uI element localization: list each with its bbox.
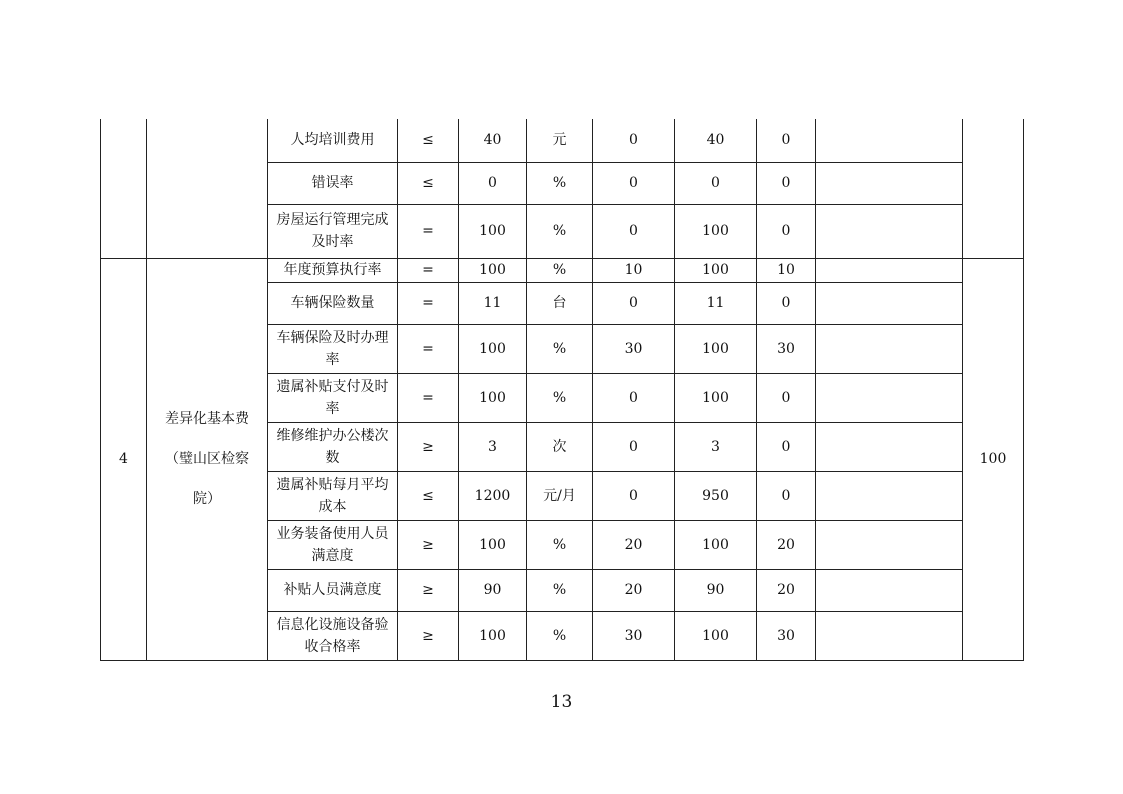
indicator-name: 错误率 [268,162,398,204]
target-value: 100 [459,520,527,569]
score: 20 [757,569,816,611]
score: 0 [757,373,816,422]
actual-value: 3 [675,422,757,471]
weight: 0 [593,422,675,471]
unit: % [527,204,593,258]
unit: % [527,162,593,204]
actual-value: 100 [675,204,757,258]
note [816,324,963,373]
score: 10 [757,258,816,282]
actual-value: 100 [675,520,757,569]
score: 0 [757,422,816,471]
category-name: 差异化基本费（璧山区检察院） [147,258,268,660]
score: 0 [757,471,816,520]
target-value: 1200 [459,471,527,520]
unit: % [527,569,593,611]
target-value: 100 [459,373,527,422]
score: 20 [757,520,816,569]
operator: ≥ [398,569,459,611]
unit: % [527,611,593,660]
category-cell-continued [147,119,268,258]
table-row [101,119,1024,162]
indicator-name: 车辆保险数量 [268,282,398,324]
score: 30 [757,324,816,373]
actual-value: 950 [675,471,757,520]
target-value: 40 [459,119,527,162]
weight: 0 [593,373,675,422]
score: 0 [757,119,816,162]
unit: % [527,373,593,422]
weight: 20 [593,520,675,569]
weight: 0 [593,162,675,204]
score: 0 [757,162,816,204]
indicator-name: 信息化设施设备验收合格率 [268,611,398,660]
target-value: 11 [459,282,527,324]
weight: 20 [593,569,675,611]
note [816,282,963,324]
operator: = [398,282,459,324]
seq-cell-continued [101,119,147,258]
actual-value: 100 [675,611,757,660]
weight: 30 [593,611,675,660]
actual-value: 90 [675,569,757,611]
weight: 30 [593,324,675,373]
target-value: 100 [459,204,527,258]
total-cell-continued [963,119,1024,258]
operator: ≤ [398,119,459,162]
unit: % [527,324,593,373]
operator: = [398,324,459,373]
score: 0 [757,282,816,324]
indicator-name: 车辆保险及时办理率 [268,324,398,373]
weight: 0 [593,119,675,162]
actual-value: 11 [675,282,757,324]
actual-value: 100 [675,324,757,373]
indicator-name: 遗属补贴每月平均成本 [268,471,398,520]
note [816,569,963,611]
note [816,520,963,569]
indicator-name: 房屋运行管理完成及时率 [268,204,398,258]
note [816,422,963,471]
score: 0 [757,204,816,258]
actual-value: 100 [675,258,757,282]
unit: % [527,520,593,569]
operator: ≥ [398,520,459,569]
note [816,119,963,162]
unit: 元 [527,119,593,162]
note [816,373,963,422]
target-value: 0 [459,162,527,204]
actual-value: 0 [675,162,757,204]
operator: = [398,258,459,282]
table-row [101,258,1024,282]
operator: = [398,373,459,422]
operator: ≥ [398,611,459,660]
target-value: 3 [459,422,527,471]
weight: 0 [593,282,675,324]
indicator-name: 补贴人员满意度 [268,569,398,611]
weight: 10 [593,258,675,282]
operator: ≤ [398,471,459,520]
total-score: 100 [963,258,1024,660]
unit: % [527,258,593,282]
target-value: 100 [459,258,527,282]
note [816,611,963,660]
target-value: 90 [459,569,527,611]
note [816,258,963,282]
indicator-name: 人均培训费用 [268,119,398,162]
indicator-name: 遗属补贴支付及时率 [268,373,398,422]
seq-number: 4 [101,258,147,660]
indicator-name: 年度预算执行率 [268,258,398,282]
unit: 次 [527,422,593,471]
note [816,204,963,258]
operator: ≥ [398,422,459,471]
operator: ≤ [398,162,459,204]
actual-value: 100 [675,373,757,422]
note [816,471,963,520]
indicator-name: 维修维护办公楼次数 [268,422,398,471]
actual-value: 40 [675,119,757,162]
note [816,162,963,204]
indicator-name: 业务装备使用人员满意度 [268,520,398,569]
unit: 台 [527,282,593,324]
weight: 0 [593,471,675,520]
operator: = [398,204,459,258]
performance-table [100,119,1024,661]
page-number: 13 [550,692,573,712]
score: 30 [757,611,816,660]
target-value: 100 [459,324,527,373]
weight: 0 [593,204,675,258]
target-value: 100 [459,611,527,660]
unit: 元/月 [527,471,593,520]
